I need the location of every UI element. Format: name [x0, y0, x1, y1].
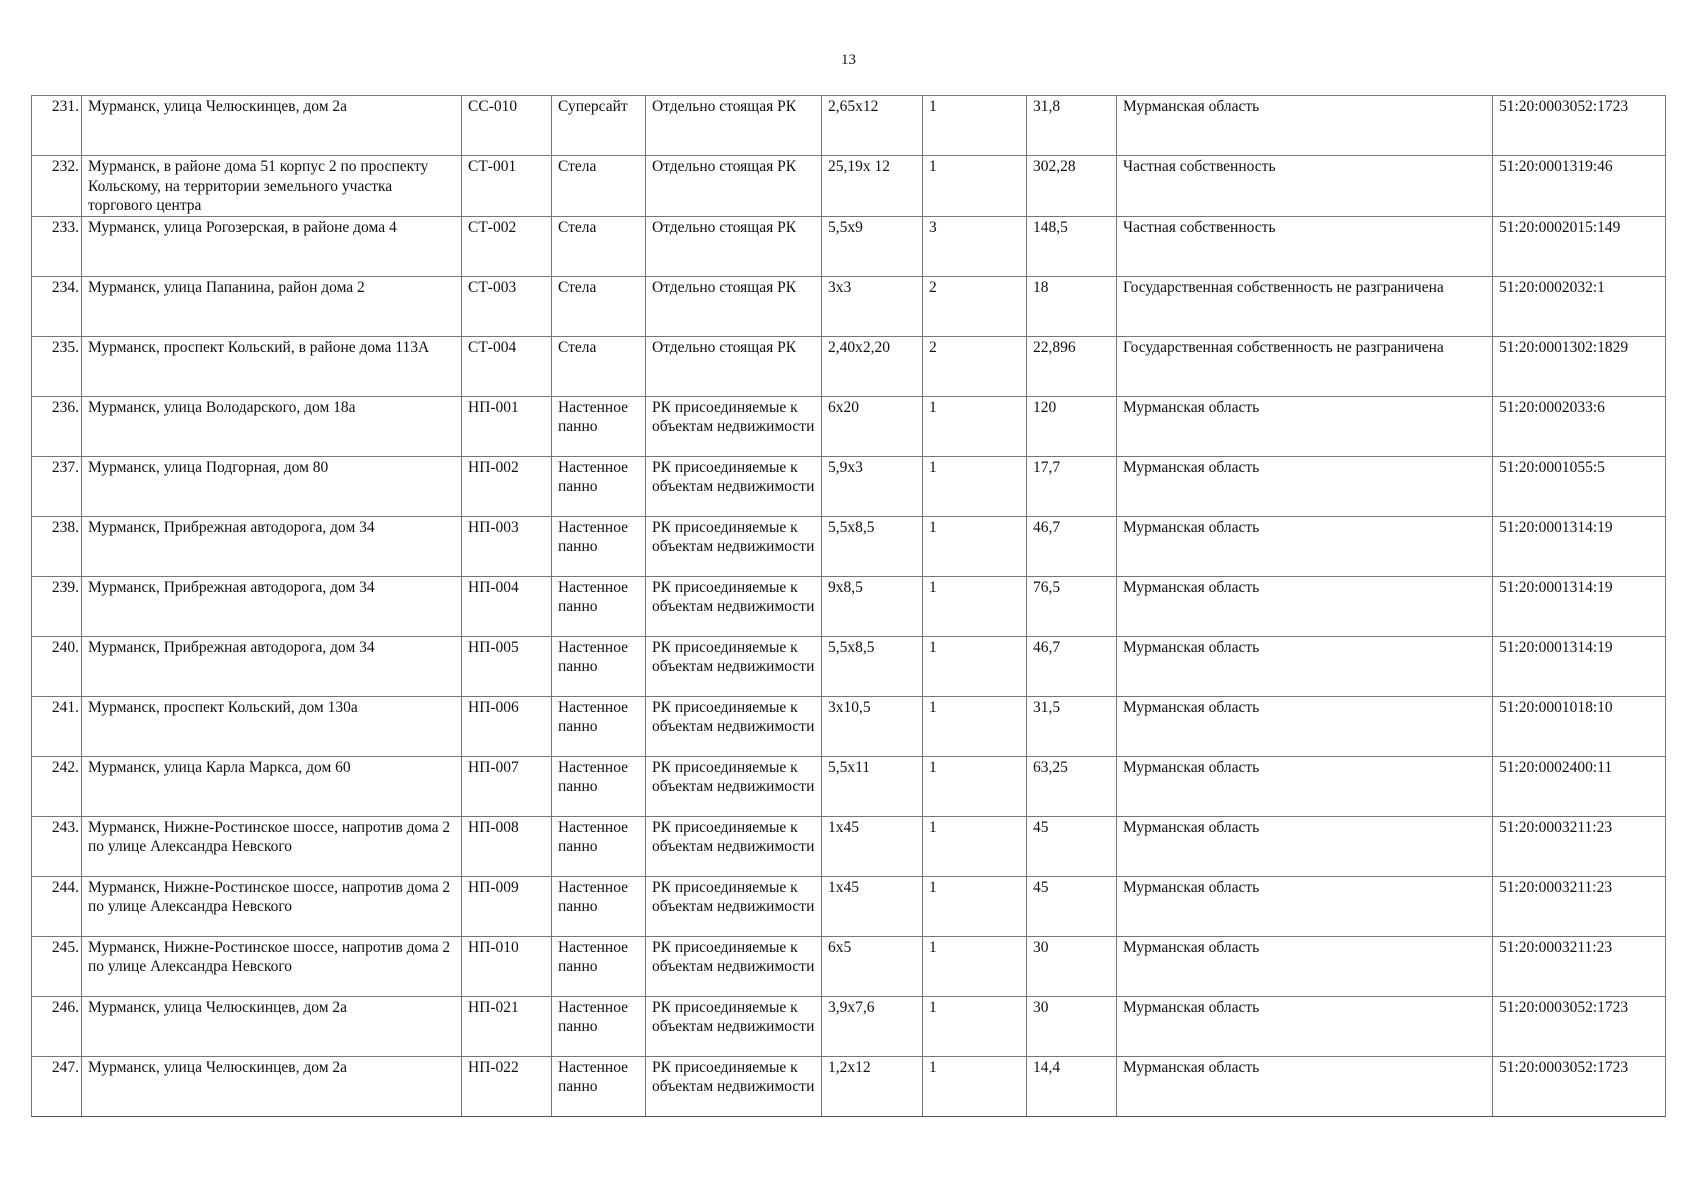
table-row: [32, 816, 1666, 876]
table-row: [32, 156, 1666, 217]
structure-type-cell: Стела: [552, 336, 646, 396]
address-cell: Мурманск, улица Подгорная, дом 80: [82, 456, 462, 516]
dimensions-cell: 5,9х3: [822, 456, 923, 516]
structure-category-cell: РК присоединяемые к объектам недвижимости: [646, 816, 822, 876]
structure-type-cell: Настенное панно: [552, 876, 646, 936]
cadastral-number-cell: 51:20:0002015:149: [1493, 216, 1666, 276]
cadastral-number-cell: 51:20:0003211:23: [1493, 876, 1666, 936]
structure-type-cell: Настенное панно: [552, 696, 646, 756]
sides-count-cell: 1: [923, 636, 1027, 696]
row-number-cell: 237.: [32, 456, 82, 516]
table-row: [32, 216, 1666, 276]
address-cell: Мурманск, Прибрежная автодорога, дом 34: [82, 636, 462, 696]
structure-category-cell: РК присоединяемые к объектам недвижимости: [646, 876, 822, 936]
sides-count-cell: 1: [923, 1056, 1027, 1116]
area-cell: 45: [1027, 876, 1117, 936]
dimensions-cell: 6х5: [822, 936, 923, 996]
cadastral-number-cell: 51:20:0001319:46: [1493, 156, 1666, 217]
area-cell: 302,28: [1027, 156, 1117, 217]
cadastral-number-cell: 51:20:0002033:6: [1493, 396, 1666, 456]
ownership-cell: Частная собственность: [1117, 216, 1493, 276]
cadastral-number-cell: 51:20:0001314:19: [1493, 516, 1666, 576]
address-cell: Мурманск, в районе дома 51 корпус 2 по проспекту Кольскому, на территории земельного участка торгового центра: [82, 156, 462, 217]
address-cell: Мурманск, Прибрежная автодорога, дом 34: [82, 516, 462, 576]
structure-code-cell: НП-008: [462, 816, 552, 876]
sides-count-cell: 1: [923, 696, 1027, 756]
ownership-cell: Государственная собственность не разграничена: [1117, 276, 1493, 336]
row-number-cell: 245.: [32, 936, 82, 996]
cadastral-number-cell: 51:20:0003211:23: [1493, 936, 1666, 996]
area-cell: 31,8: [1027, 96, 1117, 156]
structure-code-cell: НП-001: [462, 396, 552, 456]
area-cell: 31,5: [1027, 696, 1117, 756]
structure-type-cell: Настенное панно: [552, 396, 646, 456]
cadastral-number-cell: 51:20:0002032:1: [1493, 276, 1666, 336]
address-cell: Мурманск, Нижне-Ростинское шоссе, напротив дома 2 по улице Александра Невского: [82, 816, 462, 876]
area-cell: 46,7: [1027, 636, 1117, 696]
structure-code-cell: НП-003: [462, 516, 552, 576]
structure-code-cell: СТ-002: [462, 216, 552, 276]
ownership-cell: Частная собственность: [1117, 156, 1493, 217]
address-cell: Мурманск, Прибрежная автодорога, дом 34: [82, 576, 462, 636]
table-row: [32, 696, 1666, 756]
sides-count-cell: 3: [923, 216, 1027, 276]
structure-type-cell: Суперсайт: [552, 96, 646, 156]
row-number-cell: 236.: [32, 396, 82, 456]
address-cell: Мурманск, улица Челюскинцев, дом 2а: [82, 1056, 462, 1116]
structure-code-cell: СТ-004: [462, 336, 552, 396]
area-cell: 76,5: [1027, 576, 1117, 636]
structure-category-cell: РК присоединяемые к объектам недвижимости: [646, 936, 822, 996]
cadastral-number-cell: 51:20:0003052:1723: [1493, 1056, 1666, 1116]
ownership-cell: Мурманская область: [1117, 96, 1493, 156]
advertising-structures-table: [31, 95, 1666, 1117]
area-cell: 45: [1027, 816, 1117, 876]
structure-type-cell: Настенное панно: [552, 756, 646, 816]
structure-code-cell: НП-007: [462, 756, 552, 816]
area-cell: 63,25: [1027, 756, 1117, 816]
dimensions-cell: 5,5х11: [822, 756, 923, 816]
ownership-cell: Мурманская область: [1117, 1056, 1493, 1116]
area-cell: 148,5: [1027, 216, 1117, 276]
dimensions-cell: 5,5х9: [822, 216, 923, 276]
dimensions-cell: 2,65х12: [822, 96, 923, 156]
address-cell: Мурманск, проспект Кольский, дом 130а: [82, 696, 462, 756]
area-cell: 14,4: [1027, 1056, 1117, 1116]
structure-category-cell: Отдельно стоящая РК: [646, 276, 822, 336]
structure-category-cell: РК присоединяемые к объектам недвижимости: [646, 576, 822, 636]
structure-type-cell: Настенное панно: [552, 996, 646, 1056]
row-number-cell: 241.: [32, 696, 82, 756]
cadastral-number-cell: 51:20:0001314:19: [1493, 576, 1666, 636]
structure-category-cell: РК присоединяемые к объектам недвижимости: [646, 636, 822, 696]
page-number: 13: [841, 52, 856, 68]
row-number-cell: 233.: [32, 216, 82, 276]
sides-count-cell: 1: [923, 156, 1027, 217]
dimensions-cell: 3х10,5: [822, 696, 923, 756]
row-number-cell: 243.: [32, 816, 82, 876]
ownership-cell: Мурманская область: [1117, 396, 1493, 456]
area-cell: 120: [1027, 396, 1117, 456]
sides-count-cell: 1: [923, 816, 1027, 876]
ownership-cell: Мурманская область: [1117, 816, 1493, 876]
structure-code-cell: СТ-001: [462, 156, 552, 217]
cadastral-number-cell: 51:20:0003052:1723: [1493, 996, 1666, 1056]
structure-code-cell: НП-009: [462, 876, 552, 936]
table-row: [32, 516, 1666, 576]
sides-count-cell: 1: [923, 576, 1027, 636]
ownership-cell: Мурманская область: [1117, 696, 1493, 756]
structure-category-cell: РК присоединяемые к объектам недвижимости: [646, 516, 822, 576]
sides-count-cell: 1: [923, 756, 1027, 816]
structure-category-cell: РК присоединяемые к объектам недвижимости: [646, 396, 822, 456]
structure-category-cell: РК присоединяемые к объектам недвижимости: [646, 456, 822, 516]
structure-type-cell: Настенное панно: [552, 816, 646, 876]
address-cell: Мурманск, улица Папанина, район дома 2: [82, 276, 462, 336]
row-number-cell: 235.: [32, 336, 82, 396]
address-cell: Мурманск, проспект Кольский, в районе дома 113А: [82, 336, 462, 396]
ownership-cell: Мурманская область: [1117, 756, 1493, 816]
ownership-cell: Мурманская область: [1117, 876, 1493, 936]
structure-type-cell: Настенное панно: [552, 456, 646, 516]
dimensions-cell: 5,5х8,5: [822, 516, 923, 576]
row-number-cell: 239.: [32, 576, 82, 636]
structure-category-cell: РК присоединяемые к объектам недвижимости: [646, 696, 822, 756]
cadastral-number-cell: 51:20:0003211:23: [1493, 816, 1666, 876]
table-row: [32, 96, 1666, 156]
structure-code-cell: НП-002: [462, 456, 552, 516]
structure-code-cell: СС-010: [462, 96, 552, 156]
structure-code-cell: НП-022: [462, 1056, 552, 1116]
table-row: [32, 456, 1666, 516]
area-cell: 22,896: [1027, 336, 1117, 396]
cadastral-number-cell: 51:20:0002400:11: [1493, 756, 1666, 816]
area-cell: 30: [1027, 936, 1117, 996]
address-cell: Мурманск, Нижне-Ростинское шоссе, напротив дома 2 по улице Александра Невского: [82, 936, 462, 996]
structure-code-cell: НП-021: [462, 996, 552, 1056]
structure-code-cell: НП-004: [462, 576, 552, 636]
table-row: [32, 936, 1666, 996]
structure-type-cell: Стела: [552, 216, 646, 276]
structure-type-cell: Настенное панно: [552, 636, 646, 696]
sides-count-cell: 1: [923, 396, 1027, 456]
area-cell: 17,7: [1027, 456, 1117, 516]
structure-category-cell: Отдельно стоящая РК: [646, 96, 822, 156]
address-cell: Мурманск, Нижне-Ростинское шоссе, напротив дома 2 по улице Александра Невского: [82, 876, 462, 936]
ownership-cell: Мурманская область: [1117, 576, 1493, 636]
structure-type-cell: Стела: [552, 276, 646, 336]
ownership-cell: Мурманская область: [1117, 516, 1493, 576]
ownership-cell: Мурманская область: [1117, 936, 1493, 996]
ownership-cell: Государственная собственность не разграничена: [1117, 336, 1493, 396]
ownership-cell: Мурманская область: [1117, 636, 1493, 696]
row-number-cell: 231.: [32, 96, 82, 156]
structure-type-cell: Настенное панно: [552, 516, 646, 576]
table-row: [32, 336, 1666, 396]
dimensions-cell: 1х45: [822, 876, 923, 936]
structure-type-cell: Настенное панно: [552, 1056, 646, 1116]
structure-code-cell: СТ-003: [462, 276, 552, 336]
cadastral-number-cell: 51:20:0001018:10: [1493, 696, 1666, 756]
address-cell: Мурманск, улица Челюскинцев, дом 2а: [82, 996, 462, 1056]
row-number-cell: 242.: [32, 756, 82, 816]
structure-code-cell: НП-010: [462, 936, 552, 996]
structure-category-cell: Отдельно стоящая РК: [646, 216, 822, 276]
row-number-cell: 240.: [32, 636, 82, 696]
row-number-cell: 232.: [32, 156, 82, 217]
ownership-cell: Мурманская область: [1117, 456, 1493, 516]
address-cell: Мурманск, улица Челюскинцев, дом 2а: [82, 96, 462, 156]
table-row: [32, 636, 1666, 696]
ownership-cell: Мурманская область: [1117, 996, 1493, 1056]
sides-count-cell: 1: [923, 996, 1027, 1056]
dimensions-cell: 6х20: [822, 396, 923, 456]
table-row: [32, 996, 1666, 1056]
dimensions-cell: 1х45: [822, 816, 923, 876]
structure-code-cell: НП-005: [462, 636, 552, 696]
row-number-cell: 238.: [32, 516, 82, 576]
row-number-cell: 244.: [32, 876, 82, 936]
table-row: [32, 1056, 1666, 1116]
structure-type-cell: Настенное панно: [552, 936, 646, 996]
dimensions-cell: 3,9х7,6: [822, 996, 923, 1056]
row-number-cell: 247.: [32, 1056, 82, 1116]
sides-count-cell: 2: [923, 336, 1027, 396]
sides-count-cell: 2: [923, 276, 1027, 336]
structure-category-cell: РК присоединяемые к объектам недвижимости: [646, 756, 822, 816]
row-number-cell: 246.: [32, 996, 82, 1056]
dimensions-cell: 2,40х2,20: [822, 336, 923, 396]
structure-type-cell: Стела: [552, 156, 646, 217]
address-cell: Мурманск, улица Рогозерская, в районе дома 4: [82, 216, 462, 276]
structure-code-cell: НП-006: [462, 696, 552, 756]
table-row: [32, 876, 1666, 936]
structure-category-cell: Отдельно стоящая РК: [646, 336, 822, 396]
table-row: [32, 396, 1666, 456]
dimensions-cell: 9х8,5: [822, 576, 923, 636]
table-body: [32, 96, 1666, 1117]
cadastral-number-cell: 51:20:0003052:1723: [1493, 96, 1666, 156]
area-cell: 30: [1027, 996, 1117, 1056]
sides-count-cell: 1: [923, 456, 1027, 516]
sides-count-cell: 1: [923, 96, 1027, 156]
table-row: [32, 276, 1666, 336]
dimensions-cell: 1,2х12: [822, 1056, 923, 1116]
dimensions-cell: 5,5х8,5: [822, 636, 923, 696]
table-row: [32, 756, 1666, 816]
dimensions-cell: 3х3: [822, 276, 923, 336]
address-cell: Мурманск, улица Володарского, дом 18а: [82, 396, 462, 456]
structure-category-cell: РК присоединяемые к объектам недвижимости: [646, 996, 822, 1056]
sides-count-cell: 1: [923, 936, 1027, 996]
sides-count-cell: 1: [923, 876, 1027, 936]
address-cell: Мурманск, улица Карла Маркса, дом 60: [82, 756, 462, 816]
structure-type-cell: Настенное панно: [552, 576, 646, 636]
sides-count-cell: 1: [923, 516, 1027, 576]
area-cell: 18: [1027, 276, 1117, 336]
cadastral-number-cell: 51:20:0001055:5: [1493, 456, 1666, 516]
dimensions-cell: 25,19х 12: [822, 156, 923, 217]
structure-category-cell: Отдельно стоящая РК: [646, 156, 822, 217]
table-row: [32, 576, 1666, 636]
cadastral-number-cell: 51:20:0001302:1829: [1493, 336, 1666, 396]
structure-category-cell: РК присоединяемые к объектам недвижимости: [646, 1056, 822, 1116]
area-cell: 46,7: [1027, 516, 1117, 576]
cadastral-number-cell: 51:20:0001314:19: [1493, 636, 1666, 696]
row-number-cell: 234.: [32, 276, 82, 336]
